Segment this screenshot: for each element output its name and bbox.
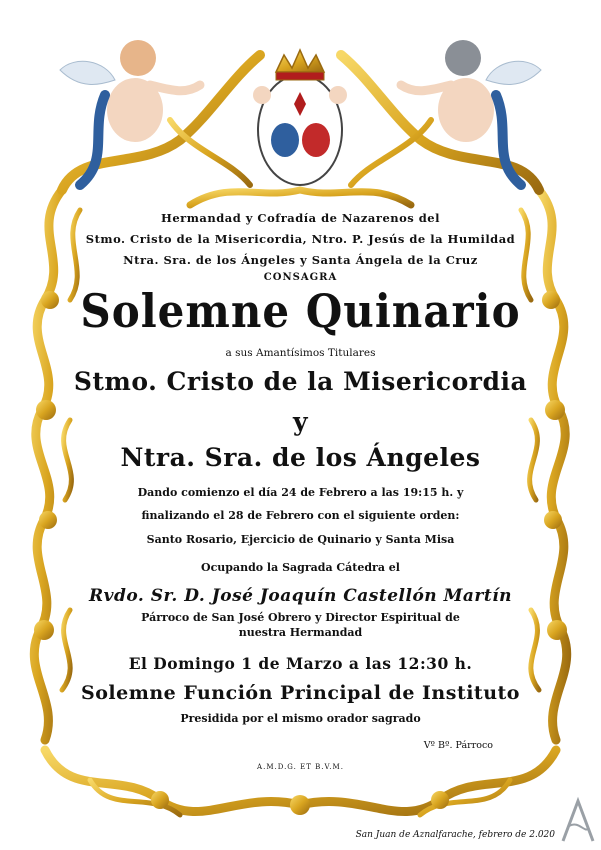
funcion-presided: Presidida por el mismo orador sagrado — [180, 712, 421, 725]
funcion-title: Solemne Función Principal de Instituto — [81, 682, 520, 704]
main-title: Solemne Quinario — [80, 285, 521, 338]
subtitle: a sus Amantísimos Titulares — [225, 347, 376, 359]
schedule-line-3: Santo Rosario, Ejercicio de Quinario y Santa Misa — [146, 533, 455, 546]
preacher-position-2: nuestra Hermandad — [238, 626, 363, 639]
place-date: San Juan de Aznalfarache, febrero de 2.020 — [355, 830, 555, 840]
titular-cristo: Stmo. Cristo de la Misericordia — [73, 367, 528, 396]
schedule-line-1: Dando comienzo el día 24 de Febrero a las 19:15 h. y — [137, 486, 464, 499]
consagra-label: CONSAGRA — [263, 272, 338, 283]
amdg-inscription: A.M.D.G. ET B.V.M. — [257, 763, 344, 771]
titular-conjunction: y — [292, 407, 309, 436]
crest-icon — [253, 50, 347, 185]
titular-senora: Ntra. Sra. de los Ángeles — [120, 443, 481, 472]
preacher-intro: Ocupando la Sagrada Cátedra el — [200, 561, 400, 574]
brotherhood-line-1: Hermandad y Cofradía de Nazarenos del — [160, 211, 440, 225]
preacher-position-1: Párroco de San José Obrero y Director Espiritual de — [141, 611, 460, 624]
funcion-date: El Domingo 1 de Marzo a las 12:30 h. — [128, 654, 473, 673]
brotherhood-line-3: Ntra. Sra. de los Ángeles y Santa Ángela de la Cruz — [123, 253, 478, 267]
schedule-line-2: finalizando el 28 de Febrero con el siguiente orden: — [141, 509, 460, 522]
brotherhood-line-2: Stmo. Cristo de la Misericordia, Ntro. P. Jesús de la Humildad — [85, 232, 516, 246]
preacher-name: Rvdo. Sr. D. José Joaquín Castellón Martín — [88, 586, 513, 606]
watermark-logo-icon — [559, 796, 597, 846]
vobo-parroco: Vº Bº. Párroco — [423, 740, 493, 751]
